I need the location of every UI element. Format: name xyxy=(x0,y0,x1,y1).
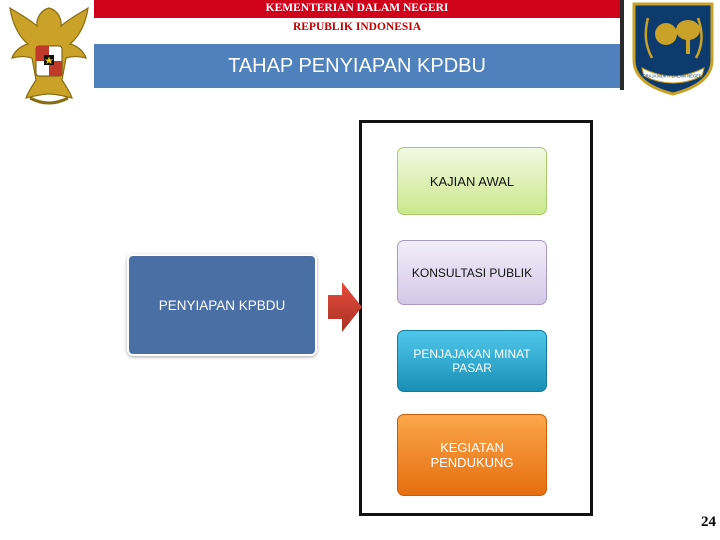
slide-title: TAHAP PENYIAPAN KPDBU xyxy=(228,55,486,77)
step-penjajakan-minat-pasar: PENJAJAKAN MINAT PASAR xyxy=(397,330,547,392)
penyiapan-kpbdu-box: PENYIAPAN KPBDU xyxy=(127,254,317,356)
ministry-name: KEMENTERIAN DALAM NEGERI xyxy=(265,2,449,14)
step-kegiatan-pendukung: KEGIATAN PENDUKUNG xyxy=(397,414,547,496)
country-name: REPUBLIK INDONESIA xyxy=(292,21,422,33)
kemendagri-emblem-icon xyxy=(626,0,720,96)
arrow-right-icon xyxy=(328,282,362,332)
step-konsultasi-publik: KONSULTASI PUBLIK xyxy=(397,240,547,305)
step-kajian-awal: KAJIAN AWAL xyxy=(397,147,547,215)
header-divider xyxy=(620,0,624,90)
page-number: 24 xyxy=(701,514,716,530)
svg-text:PRAJA MUKTI DALAM NEGERI: PRAJA MUKTI DALAM NEGERI xyxy=(642,73,704,79)
garuda-emblem-icon xyxy=(6,0,92,110)
